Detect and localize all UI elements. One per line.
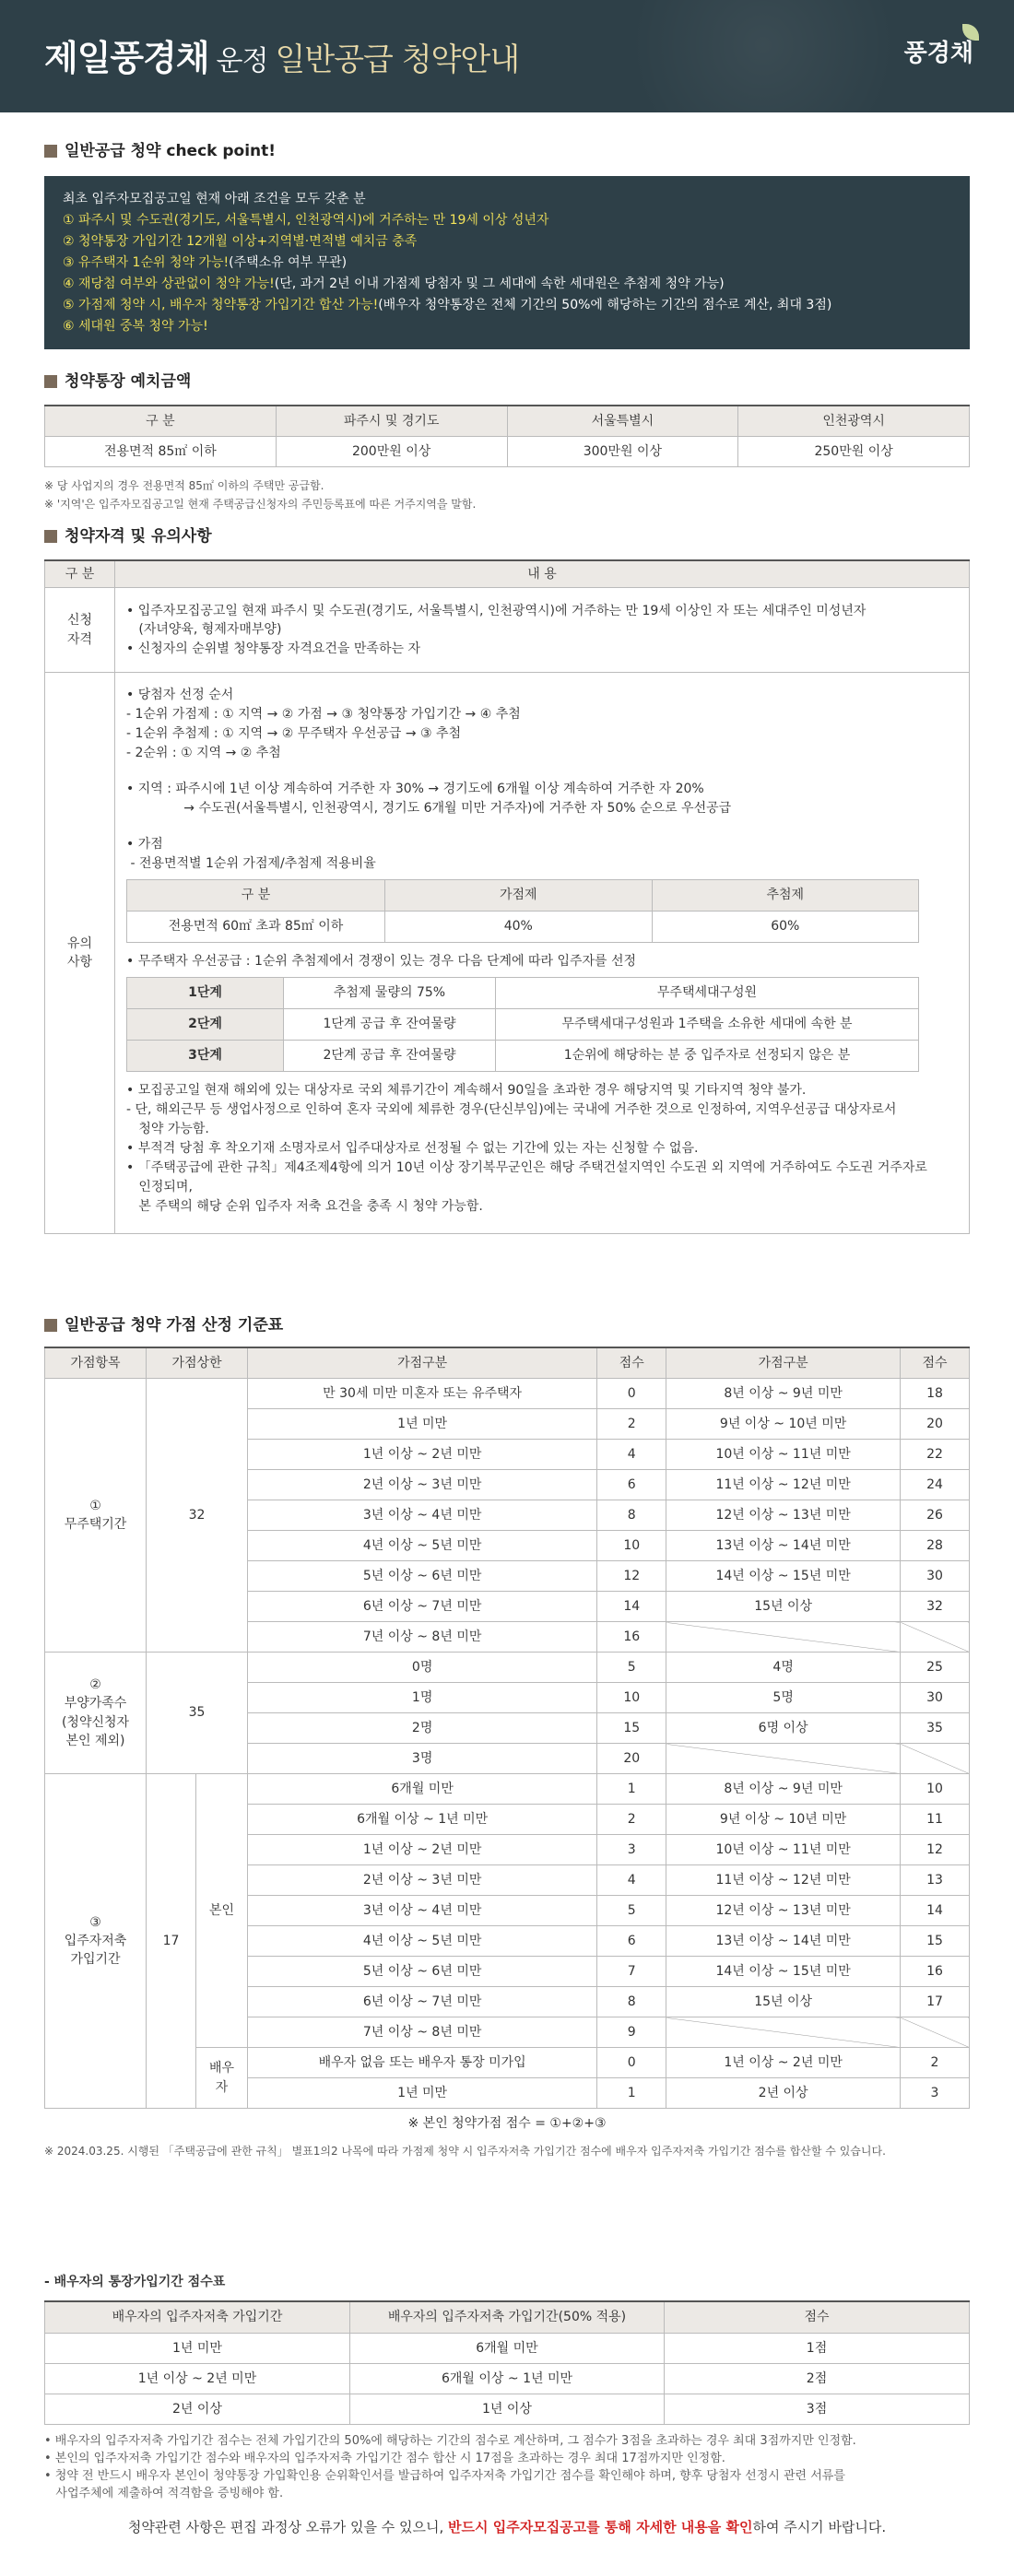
score-point: 20 [901,1409,970,1440]
score-point: 2 [597,1409,666,1440]
square-bullet-icon [44,1319,57,1332]
score-range: 4년 이상 ~ 5년 미만 [248,1531,597,1561]
checkpoint-highlight: ⑥ 세대원 중복 청약 가능! [63,318,208,334]
score-table [44,1347,970,2110]
score-point: 28 [901,1531,970,1561]
header-decoration [553,0,903,112]
score-point: 30 [901,1683,970,1713]
gajeom-lines [126,835,958,874]
score-point: 22 [901,1440,970,1470]
page-header [0,0,1014,112]
region-line: • 지역 : 파주시에 1년 이상 계속하여 거주한 자 30% → 경기도에 6개월 이상 계속하여 거주한 자 20% [126,782,704,797]
score-range: 5명 [666,1683,901,1713]
deposit-cell: 200만원 이상 [276,437,507,467]
gajeom-line: - 전용면적별 1순위 가점제/추첨제 적용비율 [126,856,376,872]
saving-label: ③ 입주자저축 가입기간 [45,1774,147,2109]
family-label: ② 부양가족수 (청약신청자 본인 제외) [45,1653,147,1774]
spouse-cell: 1년 이상 [349,2394,664,2424]
score-point: 14 [597,1592,666,1622]
score-range: 10년 이상 ~ 11년 미만 [666,1440,901,1470]
spouse-cell: 2년 이상 [45,2394,350,2424]
notice-line: 본 주택의 해당 순위 입주자 저축 요건을 충족 시 청약 가능함. [126,1199,483,1215]
order-line: - 1순위 추첨제 : ① 지역 → ② 무주택자 우선공급 → ③ 추첨 [126,726,462,742]
priority-row [127,978,919,1009]
score-range: 8년 이상 ~ 9년 미만 [666,1774,901,1805]
spouse-note: • 청약 전 반드시 배우자 본인이 청약통장 가입확인용 순위확인서를 발급하여 입주자저축 가입기간 점수를 확인해야 하며, 향후 당첨자 선정시 관련 서류를 [44,2468,845,2483]
score-point: 15 [597,1713,666,1744]
qualification-table [44,559,970,1235]
saving-max: 17 [147,1774,196,2109]
order-line: • 당첨자 선정 순서 [126,688,234,703]
score-point: 12 [901,1835,970,1865]
score-point: 8 [597,1500,666,1531]
qual-header: 구 분 [45,560,115,588]
deposit-header: 파주시 및 경기도 [276,406,507,437]
spouse-section [44,2273,970,2502]
score-range: 15년 이상 [666,1987,901,2017]
checkpoint-item [63,253,951,274]
score-range: 1년 미만 [248,1409,597,1440]
checkpoint-item [63,274,951,295]
deposit-table [44,405,970,468]
score-range: 12년 이상 ~ 13년 미만 [666,1896,901,1926]
score-range [666,2017,901,2048]
score-range: 6개월 미만 [248,1774,597,1805]
spouse-note: 사업주체에 제출하여 적격함을 증빙해야 함. [44,2486,284,2500]
checkpoint-highlight: ⑤ 가점제 청약 시, 배우자 청약통장 가입기간 합산 가능! [63,297,379,312]
priority-row [127,1041,919,1072]
apply-line: (자녀양육, 형제자매부양) [126,622,282,638]
score-range: 6개월 이상 ~ 1년 미만 [248,1805,597,1835]
notice-line: • 모집공고일 현재 해외에 있는 대상자로 국외 체류기간이 계속해서 90일을 초과한 경우 해당지역 및 기타지역 청약 불가. [126,1083,807,1099]
score-point: 4 [597,1865,666,1896]
square-bullet-icon [44,375,57,388]
priority-step: 3단계 [127,1041,284,1072]
score-point: 11 [901,1805,970,1835]
score-range: 배우자 없음 또는 배우자 통장 미가입 [248,2048,597,2078]
score-range [666,1622,901,1653]
score-range: 12년 이상 ~ 13년 미만 [666,1500,901,1531]
spouse-row [45,2333,970,2363]
priority-row [127,1009,919,1041]
score-point: 6 [597,1470,666,1500]
score-range: 9년 이상 ~ 10년 미만 [666,1805,901,1835]
score-range: 2년 이상 [666,2078,901,2109]
notice-line: 청약 가능함. [126,1122,209,1137]
region-lines [126,780,958,818]
checkpoint-highlight: ① 파주시 및 수도권(경기도, 서울특별시, 인천광역시)에 거주하는 만 19세 이상 성년자 [63,212,549,228]
priority-line: • 무주택자 우선공급 : 1순위 추첨제에서 경쟁이 있는 경우 다음 단계에 따라 입주자를 선정 [126,954,637,970]
priority-volume: 2단계 공급 후 잔여물량 [284,1041,496,1072]
section-title: 일반공급 청약 가점 산정 기준표 [44,1314,970,1337]
score-header: 가점구분 [666,1347,901,1379]
score-range: 3년 이상 ~ 4년 미만 [248,1896,597,1926]
score-range: 5년 이상 ~ 6년 미만 [248,1957,597,1987]
score-range: 1년 이상 ~ 2년 미만 [248,1440,597,1470]
score-point: 18 [901,1379,970,1409]
checkpoint-detail: (단, 과거 2년 이내 가점제 당첨자 및 그 세대에 속한 세대원은 추첨제 청약 가능) [274,276,725,291]
deposit-notes: ※ 당 사업지의 경우 전용면적 85㎡ 이하의 주택만 공급함. ※ '지역'은 입주자모집공고일 현재 주택공급신청자의 주민등록표에 따른 거주지역을 말함. [44,479,477,512]
score-point: 9 [597,2017,666,2048]
spouse-label: 배우 자 [196,2048,248,2109]
apply-line: • 입주자모집공고일 현재 파주시 및 수도권(경기도, 서울특별시, 인천광역시)에 거주하는 만 19세 이상인 자 또는 세대주인 미성년자 [126,604,867,619]
score-range: 6명 이상 [666,1713,901,1744]
deposit-header: 인천광역시 [738,406,970,437]
score-point: 13 [901,1865,970,1896]
region-line: → 수도권(서울특별시, 인천광역시, 경기도 6개월 미만 거주자)에 거주한 자 50% 순으로 우선공급 [126,801,732,817]
checkpoint-section [44,140,970,349]
score-point: 6 [597,1926,666,1957]
score-range: 15년 이상 [666,1592,901,1622]
score-point: 32 [901,1592,970,1622]
score-point: 14 [901,1896,970,1926]
score-point: 5 [597,1653,666,1683]
spouse-header-row [45,2301,970,2333]
score-point: 20 [597,1744,666,1774]
score-section [44,1314,970,2160]
score-point [901,2017,970,2048]
brand-text: 풍경채 [903,40,973,67]
deposit-cell: 300만원 이상 [507,437,738,467]
score-range: 4명 [666,1653,901,1683]
notice-line: • 「주택공급에 관한 규칙」제4조제4항에 의거 10년 이상 장기복무군인은 해당 주택건설지역인 수도권 외 지역에 거주하여도 수도권 거주자로 [126,1160,927,1176]
score-range: 7년 이상 ~ 8년 미만 [248,2017,597,2048]
deposit-header: 구 분 [45,406,277,437]
score-row [45,1653,970,1683]
priority-volume: 1단계 공급 후 잔여물량 [284,1009,496,1041]
score-point: 0 [597,1379,666,1409]
spouse-note: • 배우자의 입주자저축 가입기간 점수는 전체 가입기간의 50%에 해당하는 기간의 점수로 계산하며, 그 점수가 3점을 초과하는 경우 최대 3점까지만 인정함. [44,2433,856,2448]
extra-lines [126,1081,958,1217]
order-line: - 1순위 가점제 : ① 지역 → ② 가점 → ③ 청약통장 가입기간 → ④ 추첨 [126,707,521,723]
spouse-cell: 6개월 이상 ~ 1년 미만 [349,2363,664,2394]
score-point: 1 [597,2078,666,2109]
score-header: 점수 [901,1347,970,1379]
section-title: 청약통장 예치금액 [44,371,970,394]
score-point [901,1622,970,1653]
square-bullet-icon [44,145,57,158]
title-mid: 운정 [216,45,268,77]
priority-step: 1단계 [127,978,284,1009]
score-header: 점수 [597,1347,666,1379]
score-range: 1년 이상 ~ 2년 미만 [248,1835,597,1865]
score-point: 24 [901,1470,970,1500]
score-range: 3년 이상 ~ 4년 미만 [248,1500,597,1531]
score-range: 2명 [248,1713,597,1744]
score-point: 7 [597,1957,666,1987]
score-range: 5년 이상 ~ 6년 미만 [248,1561,597,1592]
score-point: 26 [901,1500,970,1531]
score-range: 11년 이상 ~ 12년 미만 [666,1865,901,1896]
checkpoint-item [63,231,951,253]
spouse-cell: 2점 [665,2363,970,2394]
leaf-icon [962,24,979,41]
spouse-note: • 본인의 입주자저축 가입기간 점수와 배우자의 입주자저축 가입기간 점수 합산 시 17점을 초과하는 경우 최대 17점까지만 인정함. [44,2451,725,2465]
score-row [45,1379,970,1409]
checkpoint-highlight: ③ 유주택자 1순위 청약 가능! [63,254,230,270]
score-range: 8년 이상 ~ 9년 미만 [666,1379,901,1409]
priority-target: 무주택세대구성원과 1주택을 소유한 세대에 속한 분 [496,1009,919,1041]
spouse-row [45,2363,970,2394]
score-point: 10 [901,1774,970,1805]
score-header: 가점항목 [45,1347,147,1379]
score-point: 2 [901,2048,970,2078]
score-point [901,1744,970,1774]
qual-header: 내 용 [115,560,970,588]
score-range: 11년 이상 ~ 12년 미만 [666,1470,901,1500]
square-bullet-icon [44,530,57,543]
gajeom-line: • 가점 [126,837,163,853]
score-point: 5 [597,1896,666,1926]
notice-line: - 단, 해외근무 등 생업사정으로 인하여 혼자 국외에 체류한 경우(단신부임)에는 국내에 거주한 것으로 인정하여, 지역우선공급 대상자로서 [126,1102,897,1118]
score-range: 6년 이상 ~ 7년 미만 [248,1592,597,1622]
priority-volume: 추첨제 물량의 75% [284,978,496,1009]
order-line: - 2순위 : ① 지역 → ② 추첨 [126,746,281,761]
score-range: 3명 [248,1744,597,1774]
checkpoint-list [63,210,951,337]
score-point: 3 [597,1835,666,1865]
score-row [45,1774,970,1805]
score-range: 2년 이상 ~ 3년 미만 [248,1865,597,1896]
priority-target: 무주택세대구성원 [496,978,919,1009]
score-header: 가점구분 [248,1347,597,1379]
score-range: 1년 이상 ~ 2년 미만 [666,2048,901,2078]
section-title: 일반공급 청약 check point! [44,140,970,163]
checkpoint-detail: (배우자 청약통장은 전체 기간의 50%에 해당하는 기간의 점수로 계산, 최대 3점) [378,297,832,312]
score-point: 16 [597,1622,666,1653]
score-range: 10년 이상 ~ 11년 미만 [666,1835,901,1865]
priority-step: 2단계 [127,1009,284,1041]
score-point: 16 [901,1957,970,1987]
score-range: 7년 이상 ~ 8년 미만 [248,1622,597,1653]
order-lines [126,686,958,763]
score-range: 13년 이상 ~ 14년 미만 [666,1531,901,1561]
score-note: ※ 2024.03.25. 시행된 「주택공급에 관한 규칙」 별표1의2 나목에 따라 가점제 청약 시 입주자저축 가입기간 점수에 배우자 입주자저축 가입기간 점수를 합산할 수 있습니다. [44,2145,886,2158]
checkpoint-highlight: ② 청약통장 가입기간 12개월 이상+지역별·면적별 예치금 충족 [63,233,418,249]
score-range: 0명 [248,1653,597,1683]
spouse-cell: 3점 [665,2394,970,2424]
notice-label: 유의 사항 [45,673,115,1234]
page-title [44,33,519,84]
apply-line: • 신청자의 순위별 청약통장 자격요건을 만족하는 자 [126,641,420,656]
score-range: 1명 [248,1683,597,1713]
score-range: 14년 이상 ~ 15년 미만 [666,1561,901,1592]
spouse-cell: 1년 이상 ~ 2년 미만 [45,2363,350,2394]
home-max: 32 [147,1379,248,1653]
score-range: 13년 이상 ~ 14년 미만 [666,1926,901,1957]
spouse-cell: 1년 미만 [45,2333,350,2363]
spouse-header: 배우자의 입주자저축 가입기간(50% 적용) [349,2301,664,2333]
ratio-table: 구 분 가점제 추첨제 전용면적 60㎡ 초과 85㎡ 이하 40% 60% [126,879,919,943]
checkpoint-item [63,210,951,231]
family-max: 35 [147,1653,248,1774]
score-point: 8 [597,1987,666,2017]
priority-table [126,977,919,1072]
score-point: 35 [901,1713,970,1744]
score-point: 30 [901,1561,970,1592]
score-point: 0 [597,2048,666,2078]
spouse-cell: 1점 [665,2333,970,2363]
footer-notice: 청약관련 사항은 편집 과정상 오류가 있을 수 있으니, 반드시 입주자모집공고를 통해 자세한 내용을 확인하여 주시기 바랍니다. [127,2519,887,2535]
apply-content [115,588,970,673]
home-label: ① 무주택기간 [45,1379,147,1653]
notice-line: 인정되며, [126,1180,193,1195]
score-header: 가점상한 [147,1347,248,1379]
checkpoint-detail: (주택소유 여부 무관) [229,254,348,270]
spouse-title: - 배우자의 통장가입기간 점수표 [44,2275,226,2289]
score-range: 1년 미만 [248,2078,597,2109]
title-main: 제일풍경채 [44,38,209,78]
score-point: 17 [901,1987,970,2017]
spouse-cell: 6개월 미만 [349,2333,664,2363]
notice-line: • 부적격 당첨 후 착오기재 소명자로서 입주대상자로 선정될 수 없는 기간에 있는 자는 신청할 수 없음. [126,1141,699,1157]
score-point: 3 [901,2078,970,2109]
score-point: 10 [597,1531,666,1561]
score-point: 15 [901,1926,970,1957]
score-point: 12 [597,1561,666,1592]
deposit-section [44,371,970,513]
score-header-row [45,1347,970,1379]
score-point: 10 [597,1683,666,1713]
deposit-header: 서울특별시 [507,406,738,437]
priority-target: 1순위에 해당하는 분 중 입주자로 선정되지 않은 분 [496,1041,919,1072]
brand-logo [904,37,973,72]
deposit-cell: 전용면적 85㎡ 이하 [45,437,277,467]
spouse-header: 점수 [665,2301,970,2333]
spouse-row [45,2394,970,2424]
title-accent: 일반공급 청약안내 [275,41,520,78]
checkpoint-item [63,316,951,337]
score-range: 14년 이상 ~ 15년 미만 [666,1957,901,1987]
score-total: ※ 본인 청약가점 점수 = ①+②+③ [407,2116,607,2132]
qualification-section [44,525,970,1234]
score-range: 4년 이상 ~ 5년 미만 [248,1926,597,1957]
score-range: 6년 이상 ~ 7년 미만 [248,1987,597,2017]
spouse-header: 배우자의 입주자저축 가입기간 [45,2301,350,2333]
apply-label: 신청 자격 [45,588,115,673]
score-range: 만 30세 미만 미혼자 또는 유주택자 [248,1379,597,1409]
spouse-table [44,2300,970,2425]
score-range [666,1744,901,1774]
score-point: 1 [597,1774,666,1805]
checkpoint-intro: 최초 입주자모집공고일 현재 아래 조건을 모두 갖춘 분 [63,191,366,206]
checkpoint-box [44,176,970,349]
checkpoint-highlight: ④ 재당첨 여부와 상관없이 청약 가능! [63,276,275,291]
self-label: 본인 [196,1774,248,2048]
checkpoint-item [63,295,951,316]
notice-content [115,673,970,1234]
deposit-cell: 250만원 이상 [738,437,970,467]
section-title: 청약자격 및 유의사항 [44,525,970,548]
score-range: 2년 이상 ~ 3년 미만 [248,1470,597,1500]
spouse-notes [44,2432,970,2502]
score-point: 2 [597,1805,666,1835]
score-point: 4 [597,1440,666,1470]
score-point: 25 [901,1653,970,1683]
score-range: 9년 이상 ~ 10년 미만 [666,1409,901,1440]
